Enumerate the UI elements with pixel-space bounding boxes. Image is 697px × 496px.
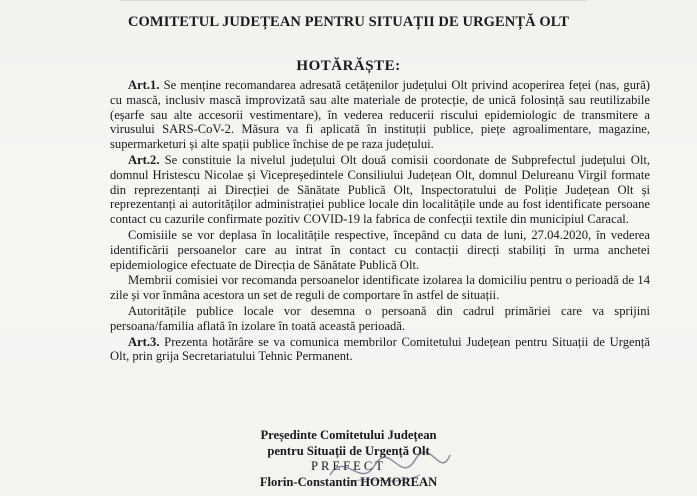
- decision-title: HOTĂRĂȘTE:: [296, 58, 401, 74]
- decision-body: [110, 78, 650, 365]
- article-1-text: Se menține recomandarea adresată cetățenilor județului Olt privind acoperirea feței (nas, gură) cu mască, inclusiv mască improvizată sau alte materiale de protecție, de unică folosință sau reutilizabile (eșarfe sau alte accesorii vestimentare), în vederea reducerii riscului epidemiologic de transmitere a virusului SARS-CoV-2. Măsura va fi aplicată în instituții publice, piețe agroalimentare, magazine, supermarketuri și alte spații publice închise de pe raza județului.: [110, 78, 650, 152]
- signature-line-prefect: PREFECT: [311, 459, 386, 473]
- paragraph-authorities: Autoritățile publice locale vor desemna o persoană din cadrul primăriei care va sprijini persoana/familia aflată în izolare în toată această perioadă.: [110, 303, 650, 333]
- article-2-label: Art.2.: [128, 152, 160, 167]
- article-1-label: Art.1.: [128, 78, 160, 92]
- signature-block: [0, 428, 697, 490]
- signature-line-name: Florin-Constantin HOMOREAN: [259, 474, 438, 489]
- article-3-text: Prezenta hotărâre se va comunica membrilor Comitetului Județean pentru Situații de Urgență Olt, prin grija Secretariatului Tehnic Permanent.: [110, 334, 650, 364]
- top-rule: [120, 0, 587, 5]
- article-2-text: Se constituie la nivelul județului Olt două comisii coordonate de Subprefectul județului Olt, domnul Hristescu Nicolae și Vicepreședintele Consiliului Județean Olt, domnul Delureanu Virgil formate din reprezentanți ai Direcției de Sănătate Publică Olt, Inspectoratului de Poliție Județean Olt și reprezentanți ai autorităților administrației publice locale din localitățile unde au fost identificate persoane contact cu cazurile confirmate pozitiv COVID-19 la fabrica de confecții textile din municipiul Caracal.: [110, 152, 650, 227]
- article-2: [110, 153, 650, 227]
- article-1: [110, 78, 650, 152]
- paragraph-commissions: Comisiile se vor deplasa în localitățile respective, începând cu data de luni, 27.04.2020, în vederea identificării persoanelor care au intrat în contact cu contacții direcți stabiliți în urma anchetei epidemiologice efectuate de Direcția de Sănătate Publică Olt.: [110, 227, 650, 272]
- paragraph-members: Membrii comisiei vor recomanda persoanelor identificate izolarea la domiciliu pentru o perioadă de 14 zile și vor înmâna acestora un set de reguli de comportare în astfel de situații.: [110, 273, 650, 303]
- committee-title: COMITETUL JUDEȚEAN PENTRU SITUAȚII DE URGENȚĂ OLT: [127, 14, 570, 30]
- signature-line-president: Președinte Comitetului Județean: [260, 428, 437, 442]
- signature-line-committee: pentru Situații de Urgență Olt: [267, 443, 430, 458]
- article-3-label: Art.3.: [128, 334, 160, 349]
- article-3: [110, 335, 650, 365]
